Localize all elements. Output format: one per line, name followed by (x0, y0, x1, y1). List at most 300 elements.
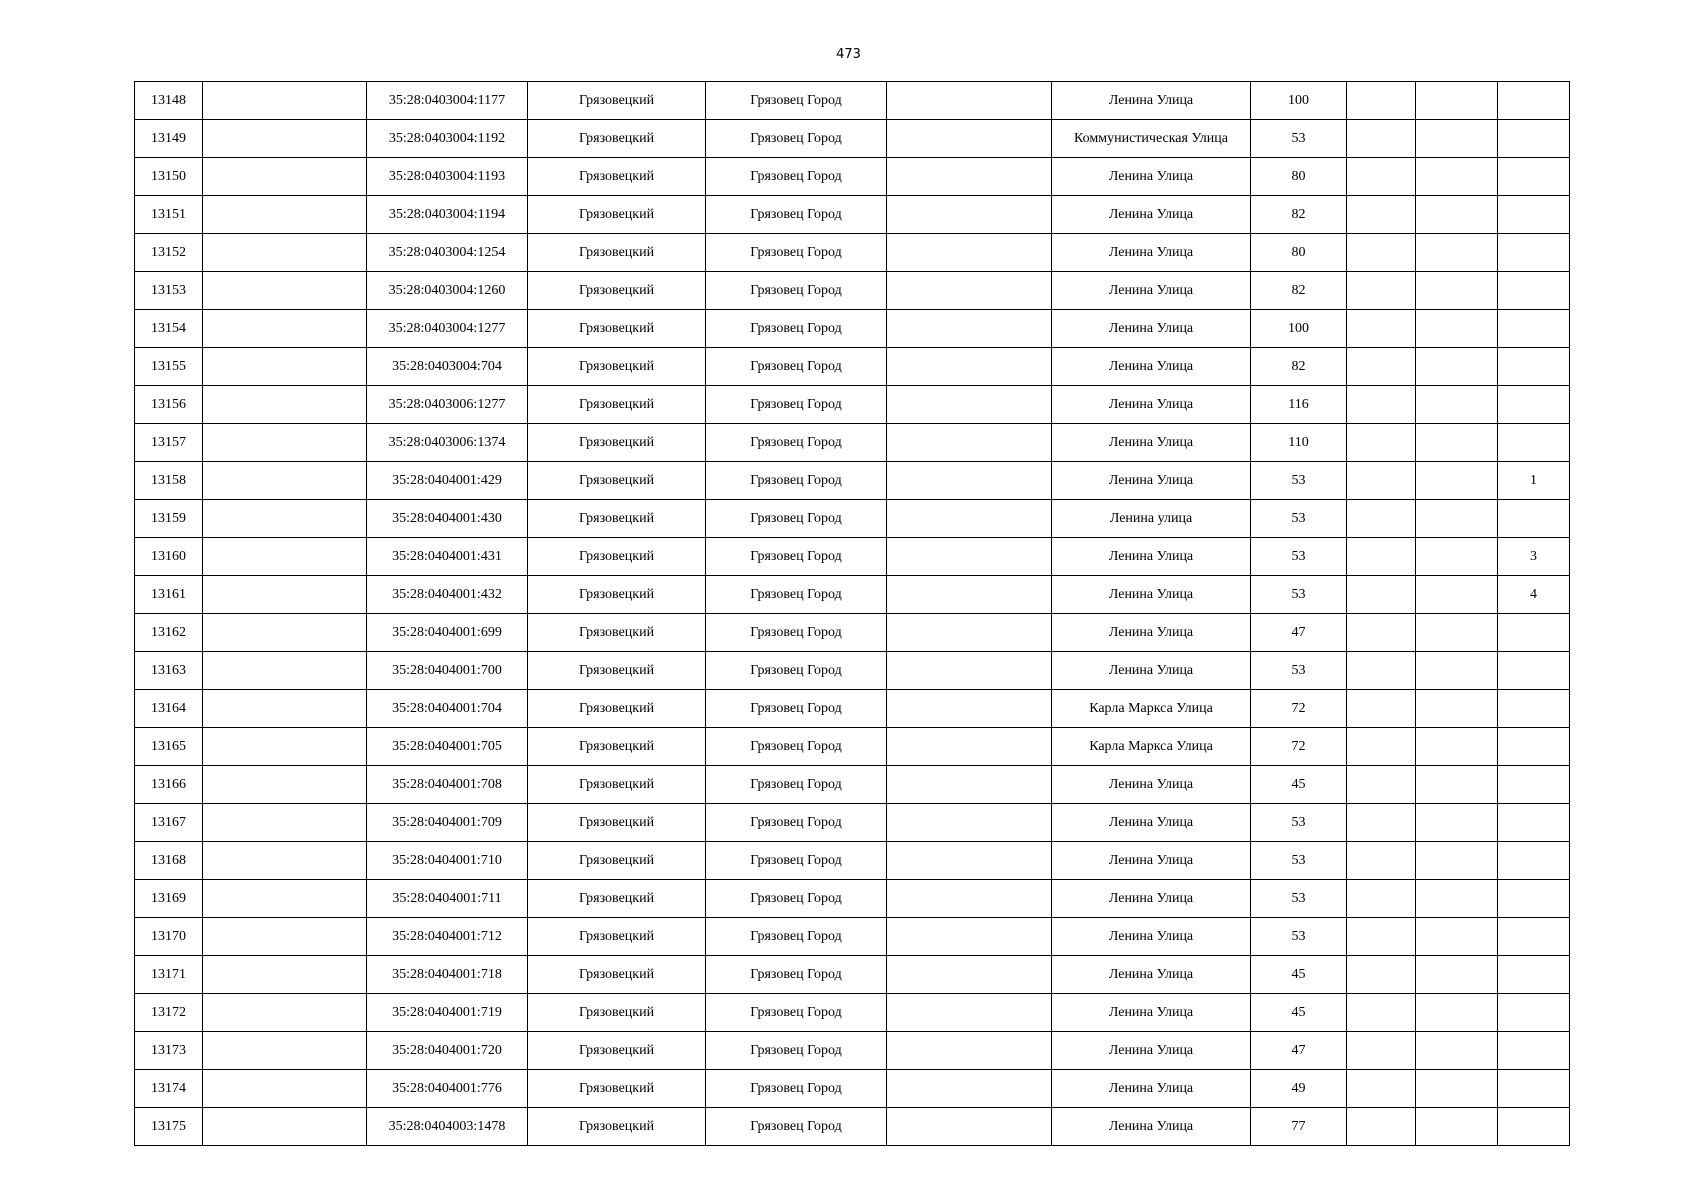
cell-street: Ленина Улица (1052, 272, 1251, 310)
cell-empty-2 (203, 1032, 367, 1070)
cell-district: Грязовецкий (528, 880, 706, 918)
cell-extra-number: 3 (1498, 538, 1570, 576)
cell-empty-10 (1416, 880, 1498, 918)
cell-record-number: 13155 (135, 348, 203, 386)
cell-empty-10 (1416, 1108, 1498, 1146)
cell-empty-6 (887, 652, 1052, 690)
cell-empty-9 (1347, 462, 1416, 500)
cell-record-number: 13163 (135, 652, 203, 690)
cell-house-number: 53 (1251, 462, 1347, 500)
cell-locality: Грязовец Город (706, 1108, 887, 1146)
table-row (135, 614, 1570, 652)
cell-empty-6 (887, 82, 1052, 120)
cell-house-number: 82 (1251, 272, 1347, 310)
cell-district: Грязовецкий (528, 158, 706, 196)
cell-street: Ленина Улица (1052, 462, 1251, 500)
cell-empty-6 (887, 120, 1052, 158)
cell-district: Грязовецкий (528, 538, 706, 576)
cell-cadastral-number: 35:28:0403004:1192 (367, 120, 528, 158)
cell-extra-number (1498, 918, 1570, 956)
cell-empty-2 (203, 424, 367, 462)
cell-house-number: 110 (1251, 424, 1347, 462)
cell-empty-9 (1347, 424, 1416, 462)
cell-empty-6 (887, 158, 1052, 196)
cell-empty-6 (887, 500, 1052, 538)
cell-locality: Грязовец Город (706, 234, 887, 272)
cell-house-number: 47 (1251, 614, 1347, 652)
cell-street: Ленина Улица (1052, 842, 1251, 880)
cell-cadastral-number: 35:28:0404001:711 (367, 880, 528, 918)
cell-cadastral-number: 35:28:0404001:699 (367, 614, 528, 652)
cell-record-number: 13159 (135, 500, 203, 538)
cell-street: Ленина Улица (1052, 82, 1251, 120)
cell-cadastral-number: 35:28:0404003:1478 (367, 1108, 528, 1146)
cell-empty-6 (887, 1032, 1052, 1070)
cell-district: Грязовецкий (528, 576, 706, 614)
cell-record-number: 13161 (135, 576, 203, 614)
cell-street: Ленина Улица (1052, 576, 1251, 614)
table-row (135, 918, 1570, 956)
cell-record-number: 13149 (135, 120, 203, 158)
cell-record-number: 13169 (135, 880, 203, 918)
cell-record-number: 13148 (135, 82, 203, 120)
cell-empty-10 (1416, 1070, 1498, 1108)
cell-house-number: 45 (1251, 766, 1347, 804)
cell-extra-number (1498, 880, 1570, 918)
cell-district: Грязовецкий (528, 310, 706, 348)
cell-locality: Грязовец Город (706, 196, 887, 234)
cell-street: Ленина Улица (1052, 880, 1251, 918)
cell-extra-number (1498, 690, 1570, 728)
cell-locality: Грязовец Город (706, 348, 887, 386)
cell-street: Ленина Улица (1052, 804, 1251, 842)
cell-locality: Грязовец Город (706, 880, 887, 918)
cell-cadastral-number: 35:28:0404001:432 (367, 576, 528, 614)
cell-locality: Грязовец Город (706, 272, 887, 310)
cell-street: Ленина Улица (1052, 614, 1251, 652)
table-row (135, 842, 1570, 880)
table-row (135, 956, 1570, 994)
cell-cadastral-number: 35:28:0404001:720 (367, 1032, 528, 1070)
cell-street: Карла Маркса Улица (1052, 690, 1251, 728)
cell-street: Ленина Улица (1052, 310, 1251, 348)
cell-extra-number (1498, 652, 1570, 690)
cell-empty-10 (1416, 1032, 1498, 1070)
cell-empty-10 (1416, 614, 1498, 652)
cell-house-number: 80 (1251, 234, 1347, 272)
cell-empty-10 (1416, 576, 1498, 614)
cell-empty-9 (1347, 576, 1416, 614)
cell-empty-2 (203, 842, 367, 880)
table-row (135, 82, 1570, 120)
cell-locality: Грязовец Город (706, 690, 887, 728)
cell-empty-9 (1347, 234, 1416, 272)
cell-empty-6 (887, 348, 1052, 386)
cell-locality: Грязовец Город (706, 1032, 887, 1070)
cell-empty-6 (887, 424, 1052, 462)
cell-record-number: 13175 (135, 1108, 203, 1146)
cell-house-number: 49 (1251, 1070, 1347, 1108)
cell-house-number: 116 (1251, 386, 1347, 424)
cell-extra-number (1498, 728, 1570, 766)
table-row (135, 1032, 1570, 1070)
table-row (135, 158, 1570, 196)
cell-district: Грязовецкий (528, 1108, 706, 1146)
cell-cadastral-number: 35:28:0403004:1277 (367, 310, 528, 348)
cell-extra-number: 4 (1498, 576, 1570, 614)
cell-extra-number (1498, 1032, 1570, 1070)
cell-district: Грязовецкий (528, 766, 706, 804)
registry-table (134, 81, 1570, 1146)
table-row (135, 1070, 1570, 1108)
cell-empty-2 (203, 994, 367, 1032)
cell-house-number: 53 (1251, 120, 1347, 158)
cell-locality: Грязовец Город (706, 120, 887, 158)
cell-cadastral-number: 35:28:0404001:712 (367, 918, 528, 956)
cell-street: Ленина Улица (1052, 766, 1251, 804)
cell-street: Ленина Улица (1052, 956, 1251, 994)
cell-empty-10 (1416, 918, 1498, 956)
cell-street: Ленина Улица (1052, 1032, 1251, 1070)
cell-record-number: 13156 (135, 386, 203, 424)
cell-empty-10 (1416, 272, 1498, 310)
cell-empty-2 (203, 234, 367, 272)
cell-empty-10 (1416, 310, 1498, 348)
cell-empty-10 (1416, 348, 1498, 386)
cell-house-number: 53 (1251, 500, 1347, 538)
cell-empty-9 (1347, 386, 1416, 424)
cell-locality: Грязовец Город (706, 728, 887, 766)
table-row (135, 310, 1570, 348)
cell-empty-2 (203, 196, 367, 234)
cell-empty-6 (887, 614, 1052, 652)
cell-record-number: 13157 (135, 424, 203, 462)
cell-empty-10 (1416, 386, 1498, 424)
cell-locality: Грязовец Город (706, 538, 887, 576)
cell-empty-9 (1347, 804, 1416, 842)
cell-street: Ленина Улица (1052, 1108, 1251, 1146)
cell-empty-10 (1416, 424, 1498, 462)
cell-cadastral-number: 35:28:0404001:708 (367, 766, 528, 804)
cell-locality: Грязовец Город (706, 500, 887, 538)
cell-empty-2 (203, 500, 367, 538)
cell-empty-2 (203, 462, 367, 500)
cell-extra-number (1498, 842, 1570, 880)
cell-cadastral-number: 35:28:0404001:705 (367, 728, 528, 766)
cell-empty-9 (1347, 842, 1416, 880)
cell-empty-2 (203, 310, 367, 348)
cell-empty-2 (203, 158, 367, 196)
cell-district: Грязовецкий (528, 804, 706, 842)
cell-empty-6 (887, 804, 1052, 842)
table-row (135, 500, 1570, 538)
cell-empty-10 (1416, 196, 1498, 234)
cell-record-number: 13166 (135, 766, 203, 804)
cell-district: Грязовецкий (528, 462, 706, 500)
cell-record-number: 13162 (135, 614, 203, 652)
cell-street: Ленина Улица (1052, 234, 1251, 272)
cell-empty-2 (203, 272, 367, 310)
table-row (135, 424, 1570, 462)
cell-locality: Грязовец Город (706, 614, 887, 652)
cell-empty-6 (887, 842, 1052, 880)
cell-district: Грязовецкий (528, 272, 706, 310)
cell-locality: Грязовец Город (706, 82, 887, 120)
cell-district: Грязовецкий (528, 1032, 706, 1070)
cell-locality: Грязовец Город (706, 956, 887, 994)
cell-extra-number (1498, 956, 1570, 994)
cell-cadastral-number: 35:28:0404001:709 (367, 804, 528, 842)
cell-locality: Грязовец Город (706, 424, 887, 462)
cell-record-number: 13151 (135, 196, 203, 234)
cell-locality: Грязовец Город (706, 918, 887, 956)
cell-street: Ленина Улица (1052, 386, 1251, 424)
cell-district: Грязовецкий (528, 500, 706, 538)
cell-district: Грязовецкий (528, 1070, 706, 1108)
cell-empty-2 (203, 614, 367, 652)
table-row (135, 690, 1570, 728)
cell-street: Ленина Улица (1052, 538, 1251, 576)
table-row (135, 120, 1570, 158)
cell-empty-6 (887, 766, 1052, 804)
cell-locality: Грязовец Город (706, 576, 887, 614)
cell-house-number: 53 (1251, 652, 1347, 690)
cell-house-number: 82 (1251, 348, 1347, 386)
cell-cadastral-number: 35:28:0403006:1277 (367, 386, 528, 424)
cell-extra-number: 1 (1498, 462, 1570, 500)
cell-street: Коммунистическая Улица (1052, 120, 1251, 158)
cell-empty-2 (203, 766, 367, 804)
cell-street: Ленина Улица (1052, 1070, 1251, 1108)
table-row (135, 386, 1570, 424)
cell-house-number: 80 (1251, 158, 1347, 196)
table-row (135, 462, 1570, 500)
cell-empty-6 (887, 918, 1052, 956)
cell-house-number: 77 (1251, 1108, 1347, 1146)
cell-street: Ленина Улица (1052, 196, 1251, 234)
cell-empty-9 (1347, 918, 1416, 956)
cell-locality: Грязовец Город (706, 994, 887, 1032)
cell-empty-9 (1347, 728, 1416, 766)
cell-extra-number (1498, 500, 1570, 538)
cell-cadastral-number: 35:28:0404001:719 (367, 994, 528, 1032)
cell-record-number: 13152 (135, 234, 203, 272)
cell-extra-number (1498, 82, 1570, 120)
cell-extra-number (1498, 1070, 1570, 1108)
cell-record-number: 13171 (135, 956, 203, 994)
cell-empty-2 (203, 386, 367, 424)
cell-empty-9 (1347, 272, 1416, 310)
table-row (135, 1108, 1570, 1146)
cell-empty-6 (887, 538, 1052, 576)
cell-district: Грязовецкий (528, 690, 706, 728)
cell-locality: Грязовец Город (706, 158, 887, 196)
cell-district: Грязовецкий (528, 234, 706, 272)
cell-empty-6 (887, 576, 1052, 614)
cell-empty-6 (887, 956, 1052, 994)
cell-house-number: 82 (1251, 196, 1347, 234)
cell-empty-6 (887, 728, 1052, 766)
cell-empty-2 (203, 1108, 367, 1146)
cell-district: Грязовецкий (528, 994, 706, 1032)
cell-record-number: 13154 (135, 310, 203, 348)
cell-cadastral-number: 35:28:0404001:429 (367, 462, 528, 500)
cell-empty-9 (1347, 766, 1416, 804)
cell-empty-9 (1347, 994, 1416, 1032)
cell-extra-number (1498, 234, 1570, 272)
table-row (135, 576, 1570, 614)
cell-cadastral-number: 35:28:0404001:710 (367, 842, 528, 880)
cell-cadastral-number: 35:28:0403004:704 (367, 348, 528, 386)
table-row (135, 234, 1570, 272)
cell-district: Грязовецкий (528, 728, 706, 766)
cell-district: Грязовецкий (528, 652, 706, 690)
cell-empty-9 (1347, 652, 1416, 690)
cell-empty-9 (1347, 310, 1416, 348)
cell-locality: Грязовец Город (706, 1070, 887, 1108)
cell-record-number: 13168 (135, 842, 203, 880)
cell-street: Ленина Улица (1052, 994, 1251, 1032)
page-number: 473 (836, 47, 861, 62)
cell-district: Грязовецкий (528, 386, 706, 424)
cell-extra-number (1498, 310, 1570, 348)
cell-empty-2 (203, 728, 367, 766)
cell-record-number: 13150 (135, 158, 203, 196)
cell-empty-9 (1347, 158, 1416, 196)
cell-cadastral-number: 35:28:0404001:700 (367, 652, 528, 690)
cell-empty-9 (1347, 956, 1416, 994)
table-row (135, 652, 1570, 690)
cell-extra-number (1498, 272, 1570, 310)
cell-extra-number (1498, 994, 1570, 1032)
cell-district: Грязовецкий (528, 918, 706, 956)
cell-extra-number (1498, 158, 1570, 196)
cell-district: Грязовецкий (528, 348, 706, 386)
cell-house-number: 53 (1251, 842, 1347, 880)
cell-empty-6 (887, 462, 1052, 500)
cell-empty-10 (1416, 994, 1498, 1032)
cell-empty-6 (887, 234, 1052, 272)
cell-cadastral-number: 35:28:0404001:431 (367, 538, 528, 576)
cell-district: Грязовецкий (528, 196, 706, 234)
cell-locality: Грязовец Город (706, 462, 887, 500)
table-row (135, 766, 1570, 804)
cell-extra-number (1498, 424, 1570, 462)
cell-empty-2 (203, 956, 367, 994)
cell-empty-6 (887, 994, 1052, 1032)
cell-locality: Грязовец Город (706, 804, 887, 842)
cell-empty-10 (1416, 728, 1498, 766)
cell-locality: Грязовец Город (706, 386, 887, 424)
cell-empty-2 (203, 690, 367, 728)
cell-extra-number (1498, 614, 1570, 652)
cell-empty-2 (203, 1070, 367, 1108)
table-row (135, 272, 1570, 310)
cell-house-number: 100 (1251, 82, 1347, 120)
cell-street: Ленина Улица (1052, 424, 1251, 462)
cell-empty-6 (887, 196, 1052, 234)
cell-record-number: 13165 (135, 728, 203, 766)
cell-empty-6 (887, 1108, 1052, 1146)
cell-house-number: 100 (1251, 310, 1347, 348)
cell-empty-10 (1416, 652, 1498, 690)
cell-empty-9 (1347, 348, 1416, 386)
cell-locality: Грязовец Город (706, 766, 887, 804)
table-row (135, 994, 1570, 1032)
cell-record-number: 13167 (135, 804, 203, 842)
cell-empty-2 (203, 804, 367, 842)
cell-empty-10 (1416, 804, 1498, 842)
cell-empty-10 (1416, 82, 1498, 120)
cell-empty-9 (1347, 690, 1416, 728)
cell-empty-10 (1416, 842, 1498, 880)
cell-empty-9 (1347, 120, 1416, 158)
cell-record-number: 13160 (135, 538, 203, 576)
cell-extra-number (1498, 804, 1570, 842)
table-row (135, 538, 1570, 576)
cell-empty-10 (1416, 690, 1498, 728)
cell-record-number: 13153 (135, 272, 203, 310)
cell-record-number: 13158 (135, 462, 203, 500)
cell-street: Ленина Улица (1052, 348, 1251, 386)
cell-empty-2 (203, 538, 367, 576)
cell-empty-6 (887, 272, 1052, 310)
cell-district: Грязовецкий (528, 120, 706, 158)
cell-house-number: 53 (1251, 538, 1347, 576)
cell-empty-2 (203, 652, 367, 690)
cell-extra-number (1498, 120, 1570, 158)
cell-house-number: 72 (1251, 728, 1347, 766)
cell-extra-number (1498, 196, 1570, 234)
cell-empty-9 (1347, 1070, 1416, 1108)
cell-district: Грязовецкий (528, 82, 706, 120)
cell-cadastral-number: 35:28:0403004:1254 (367, 234, 528, 272)
cell-empty-9 (1347, 538, 1416, 576)
cell-street: Ленина Улица (1052, 158, 1251, 196)
table-body (135, 82, 1570, 1146)
cell-empty-2 (203, 348, 367, 386)
cell-record-number: 13174 (135, 1070, 203, 1108)
cell-record-number: 13172 (135, 994, 203, 1032)
cell-cadastral-number: 35:28:0404001:776 (367, 1070, 528, 1108)
cell-extra-number (1498, 1108, 1570, 1146)
cell-house-number: 45 (1251, 956, 1347, 994)
cell-cadastral-number: 35:28:0404001:718 (367, 956, 528, 994)
cell-empty-10 (1416, 500, 1498, 538)
cell-house-number: 53 (1251, 880, 1347, 918)
cell-extra-number (1498, 348, 1570, 386)
cell-locality: Грязовец Город (706, 652, 887, 690)
cell-empty-9 (1347, 1032, 1416, 1070)
cell-locality: Грязовец Город (706, 842, 887, 880)
cell-district: Грязовецкий (528, 424, 706, 462)
cell-extra-number (1498, 386, 1570, 424)
cell-empty-2 (203, 120, 367, 158)
cell-empty-10 (1416, 234, 1498, 272)
cell-district: Грязовецкий (528, 614, 706, 652)
cell-cadastral-number: 35:28:0403004:1260 (367, 272, 528, 310)
cell-street: Ленина Улица (1052, 918, 1251, 956)
cell-record-number: 13164 (135, 690, 203, 728)
cell-empty-10 (1416, 538, 1498, 576)
cell-street: Ленина улица (1052, 500, 1251, 538)
table-row (135, 348, 1570, 386)
cell-cadastral-number: 35:28:0403004:1193 (367, 158, 528, 196)
cell-house-number: 72 (1251, 690, 1347, 728)
cell-empty-6 (887, 1070, 1052, 1108)
cell-empty-6 (887, 310, 1052, 348)
cell-cadastral-number: 35:28:0404001:430 (367, 500, 528, 538)
